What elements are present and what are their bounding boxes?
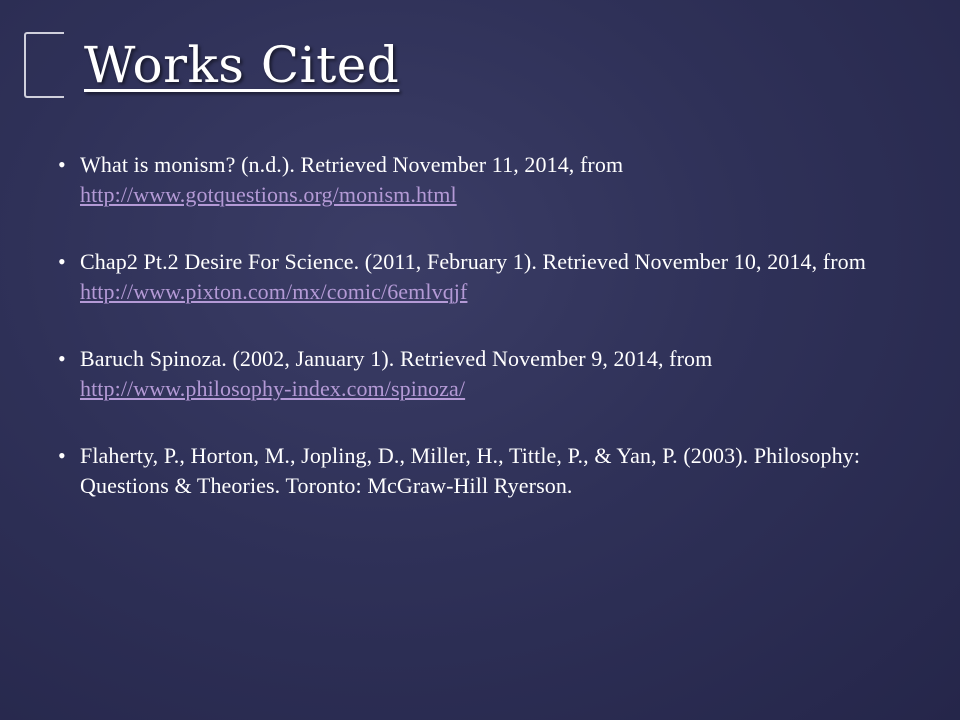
reference-item-1 [58,150,918,210]
reference-text: Baruch Spinoza. (2002, January 1). Retrieved November 9, 2014, from [80,346,713,371]
bullet-icon: • [58,152,66,177]
reference-text: What is monism? (n.d.). Retrieved November 11, 2014, from [80,152,624,177]
slide-title: Works Cited [84,36,400,94]
bullet-icon: • [58,249,66,274]
references-list [58,150,918,538]
reference-item-4 [58,441,918,501]
reference-item-3 [58,344,918,404]
reference-text: Flaherty, P., Horton, M., Jopling, D., Miller, H., Tittle, P., & Yan, P. (2003). Philosophy: Questions & Theories. Toronto: McGraw-Hill Ryerson. [80,443,861,498]
reference-link[interactable]: http://www.gotquestions.org/monism.html [80,182,457,207]
reference-item-2 [58,247,918,307]
reference-link[interactable]: http://www.philosophy-index.com/spinoza/ [80,376,466,401]
bullet-icon: • [58,443,66,468]
bullet-icon: • [58,346,66,371]
reference-link[interactable]: http://www.pixton.com/mx/comic/6emlvqjf [80,279,468,304]
reference-text: Chap2 Pt.2 Desire For Science. (2011, February 1). Retrieved November 10, 2014, from [80,249,866,274]
corner-bracket-decoration [24,32,64,98]
